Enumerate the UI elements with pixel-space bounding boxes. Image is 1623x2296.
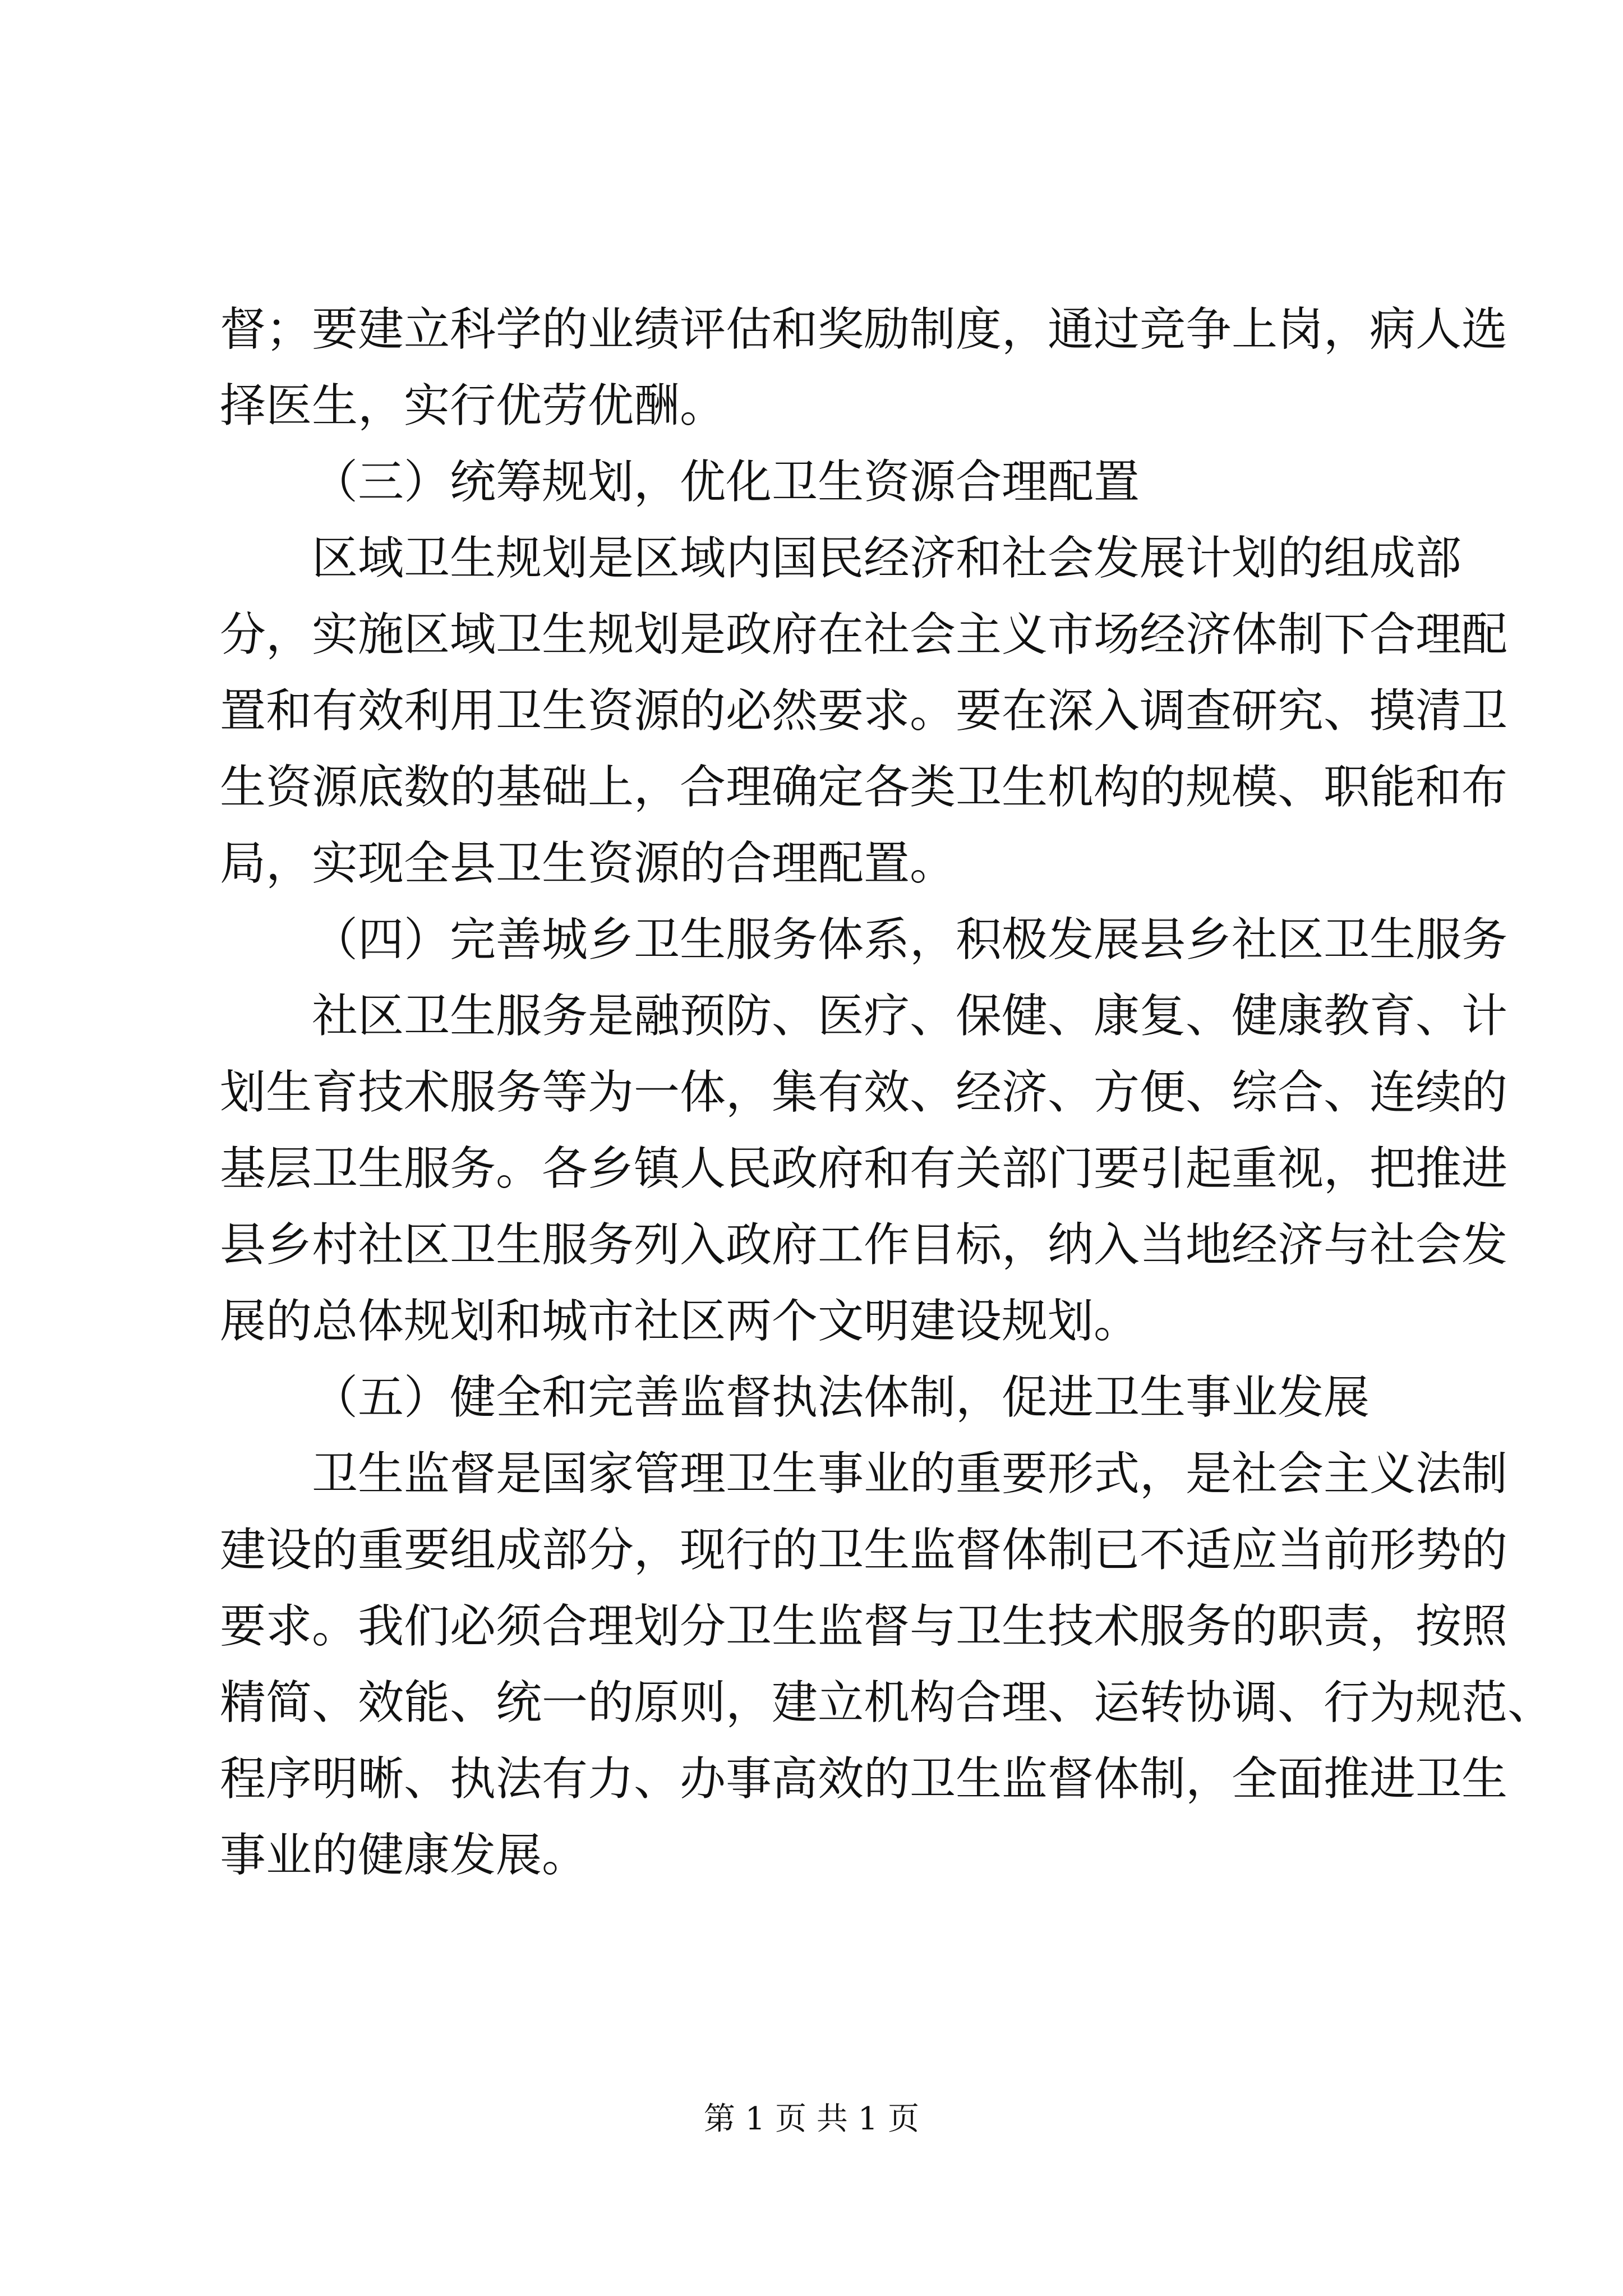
section-heading: （四）完善城乡卫生服务体系，积极发展县乡社区卫生服务 — [312, 913, 1508, 967]
paragraph-line: 择医生，实行优劳优酬。 — [220, 379, 726, 432]
paragraph-line: 社区卫生服务是融预防、医疗、保健、康复、健康教育、计 — [312, 990, 1508, 1043]
paragraph-line: 展的总体规划和城市社区两个文明建设规划。 — [220, 1295, 1140, 1348]
paragraph-line: 精简、效能、统一的原则，建立机构合理、运转协调、行为规范、 — [220, 1676, 1554, 1729]
paragraph-line: 生资源底数的基础上，合理确定各类卫生机构的规模、职能和布 — [220, 761, 1508, 814]
paragraph-line: 卫生监督是国家管理卫生事业的重要形式，是社会主义法制 — [312, 1447, 1508, 1501]
paragraph-line: 县乡村社区卫生服务列入政府工作目标，纳入当地经济与社会发 — [220, 1218, 1508, 1272]
paragraph-line: 程序明晰、执法有力、办事高效的卫生监督体制，全面推进卫生 — [220, 1752, 1508, 1806]
paragraph-line: 建设的重要组成部分，现行的卫生监督体制已不适应当前形势的 — [220, 1524, 1508, 1577]
paragraph-line: 要求。我们必须合理划分卫生监督与卫生技术服务的职责，按照 — [220, 1600, 1508, 1653]
section-heading: （三）统筹规划，优化卫生资源合理配置 — [312, 455, 1140, 509]
paragraph-line: 局，实现全县卫生资源的合理配置。 — [220, 837, 956, 890]
paragraph-line: 事业的健康发展。 — [220, 1829, 588, 1882]
paragraph-line: 分，实施区域卫生规划是政府在社会主义市场经济体制下合理配 — [220, 608, 1508, 661]
paragraph-line: 基层卫生服务。各乡镇人民政府和有关部门要引起重视，把推进 — [220, 1142, 1508, 1195]
paragraph-line: 区域卫生规划是区域内国民经济和社会发展计划的组成部 — [312, 532, 1462, 585]
document-body — [220, 292, 1554, 1894]
paragraph-line: 划生育技术服务等为一体，集有效、经济、方便、综合、连续的 — [220, 1066, 1508, 1119]
page-number-footer: 第 1 页 共 1 页 — [703, 2101, 920, 2137]
section-heading: （五）健全和完善监督执法体制，促进卫生事业发展 — [312, 1371, 1370, 1424]
paragraph-line: 置和有效利用卫生资源的必然要求。要在深入调查研究、摸清卫 — [220, 684, 1508, 738]
paragraph-line: 督；要建立科学的业绩评估和奖励制度，通过竞争上岗，病人选 — [220, 303, 1508, 356]
